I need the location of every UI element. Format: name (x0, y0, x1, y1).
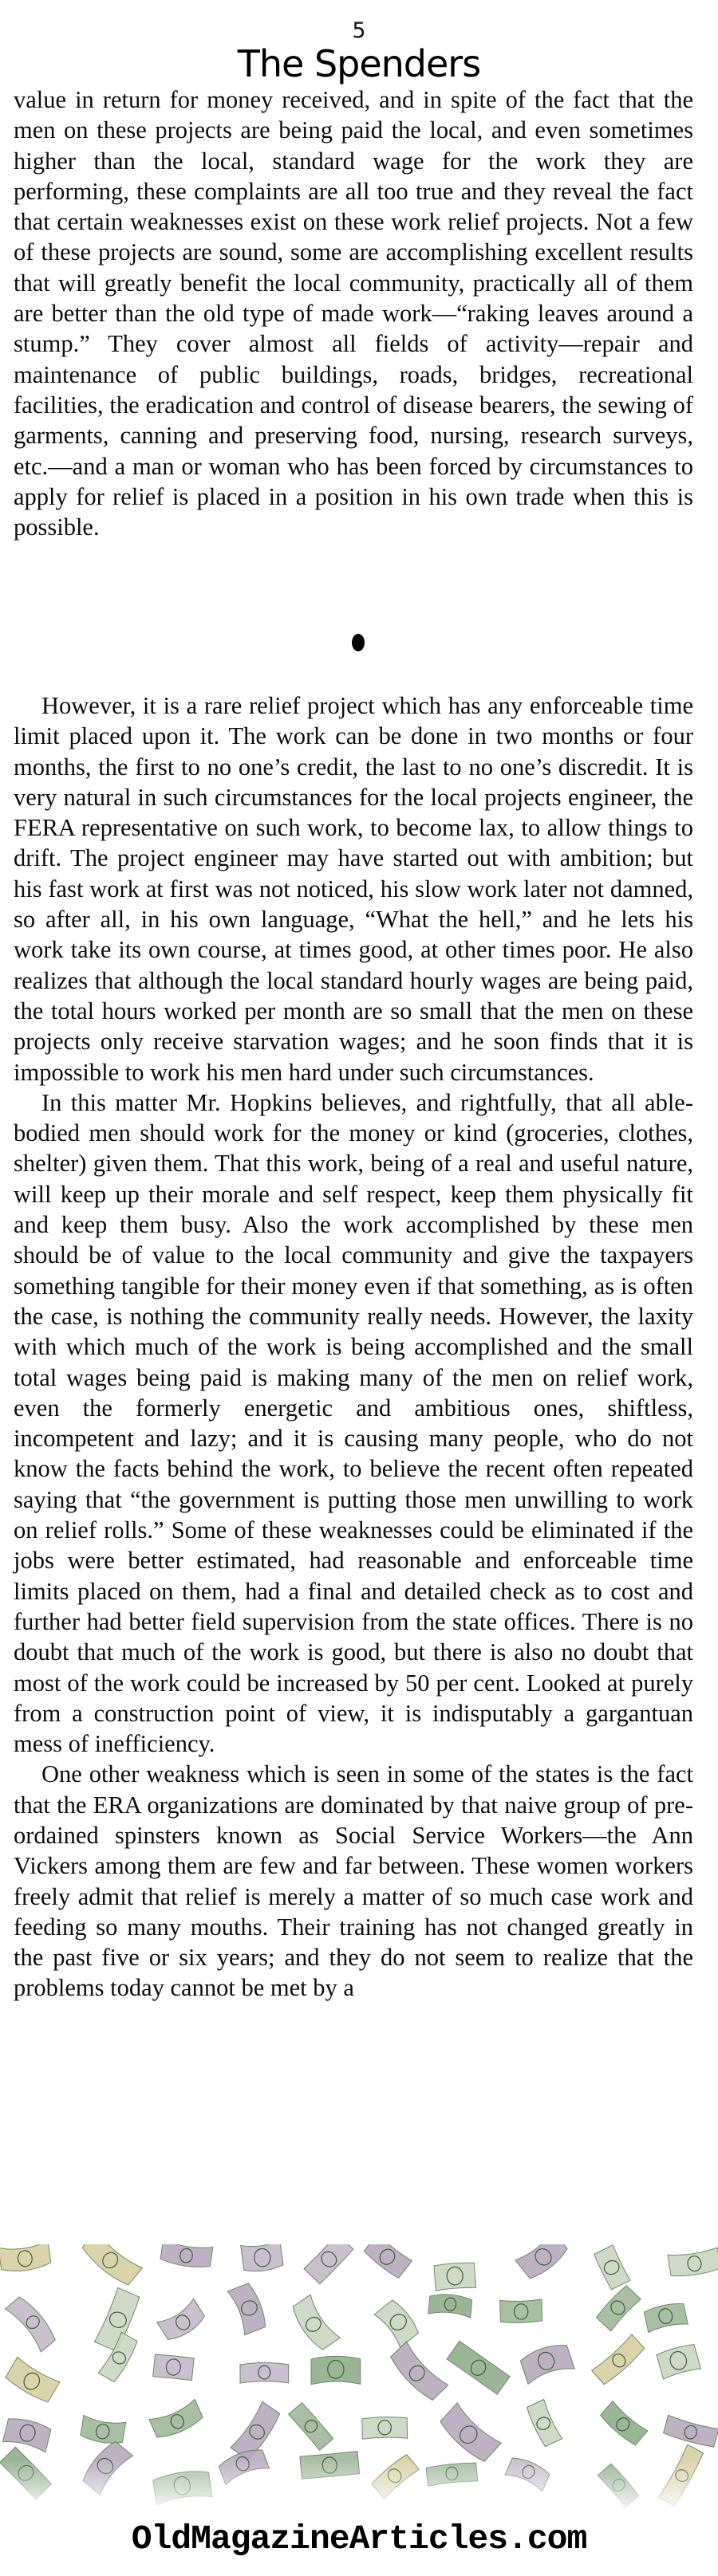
article-body-main (14, 690, 693, 2004)
dollar-bill-icon (153, 2295, 214, 2350)
dollar-bill-icon (283, 2290, 344, 2358)
dollar-bill-icon (74, 2244, 148, 2294)
dollar-bill-icon (639, 2295, 693, 2337)
article-paragraph: value in return for money received, and in spite of the fact that the men on these projects are being paid the local, and even sometimes higher than the local, standard wage for the work they are performing, these complaints are all too true and they reveal the fact that certain weaknesses exist on these work relief projects. Not a few of these projects are sound, some are accomplishing excellent results that will greatly benefit the local community, practically all of them are better than the old type of made work—“raking leaves around a stump.” They cover almost all fields of activity—repair and maintenance of public buildings, roads, bridges, recreational facilities, the eradication and control of disease bearers, the sewing of garments, canning and preserving food, nursing, research surveys, etc.—and a man or woman who has been forced by circumstances to apply for relief is placed in a position in his own trade when this is possible. (14, 86, 693, 541)
article-paragraph: However, it is a rare relief project which has any enforceable time limit placed upon it. The work can be done in two months or four months, the first to no one’s credit, the last to no one’s discredit. It is very natural in such circumstances for the local projects engineer, the FERA representative on such work, to become lax, to allow things to drift. The project engineer may have started out with ambition; but his fast work at first was not noticed, his slow work later not damned, so after all, in his own language, “What the hell,” and he lets his work take its own course, at times good, at other times poor. He also realizes that although the local standard hourly wages are being paid, the total hours worked per month are so small that the men on these projects only receive starvation wages; and he soon finds that it is impossible to work his men hard under such circumstances. (14, 692, 693, 1086)
site-watermark: OldMagazineArticles.com (131, 2519, 587, 2558)
article-paragraph: In this matter Mr. Hopkins believes, and rightfully, that all able-bodied men should work for the money or kind (groceries, clothes, shelter) given them. That this work, being of a real and useful nature, will keep up their morale and self respect, keep them physically fit and keep them busy. Also the work accomplished by these men should be of value to the local community and give the taxpayers something tangible for their money even if that something, as is often the case, is nothing the community really needs. However, the laxity with which much of the work is being accomplished and the small total wages being paid is making many of the men on relief work, even the formerly energetic and ambitious ones, shiftless, incompetent and lazy; and it is causing many people, who do not know the facts behind the work, to believe the recent often repeated saying that “the government is putting those men unwilling to work on relief rolls.” Some of these weaknesses could be eliminated if the jobs were better estimated, had reasonable and enforceable time limits placed on them, had a final and detailed check as to cost and further had better field supervision from the state offices. There is no doubt that much of the work is good, but there is also no doubt that most of the work could be increased by 50 per cent. Looked at purely from a construction point of view, it is indisputably a gargantuan mess of inefficiency. (14, 1088, 693, 1758)
dollar-bill-icon (511, 2244, 576, 2288)
dollar-bill-icon (155, 2244, 217, 2275)
dollar-bill-icon (223, 2276, 274, 2339)
dollar-bill-icon (424, 2287, 477, 2321)
illustration-fade (0, 2460, 718, 2515)
dollar-bill-icon (589, 2279, 647, 2338)
dollar-bill-icon (440, 2334, 516, 2401)
dollar-bill-icon (0, 2244, 56, 2279)
dollar-bill-icon (1, 2288, 65, 2357)
page-number: 5 (352, 18, 366, 43)
dollar-bill-icon (357, 2244, 418, 2286)
dollar-bill-icon (663, 2244, 718, 2283)
dollar-bill-icon (586, 2329, 652, 2393)
dollar-bill-icon (298, 2244, 361, 2291)
dollar-bill-icon (496, 2295, 547, 2329)
dollar-bill-icon (148, 2349, 199, 2387)
dollar-bill-icon (358, 2411, 412, 2444)
dollar-bill-icon (0, 2352, 65, 2411)
dollar-bill-icon (144, 2396, 210, 2447)
page-title: The Spenders (237, 42, 481, 85)
dollar-bill-icon (307, 2351, 365, 2388)
dollar-bill-icon (381, 2338, 452, 2409)
dollar-bill-icon (519, 2393, 568, 2452)
section-divider-bullet-icon (352, 634, 365, 651)
dollar-bill-icon (236, 2358, 293, 2387)
article-paragraph: One other weakness which is seen in some of the states is the fact that the ERA organizations are dominated by that naive group of pre-ordained spinsters known as Social Service Workers—the Ann Vickers among them are few and far between. These women workers freely admit that relief is merely a matter of so much case work and feeding so many mouths. Their training has not changed greatly in the past five or six years; and they do not seem to realize that the problems today cannot be met by a (14, 1760, 693, 2002)
dollar-bill-icon (236, 2244, 288, 2279)
falling-money-illustration (0, 2244, 718, 2515)
dollar-bill-icon (593, 2395, 653, 2453)
dollar-bill-icon (514, 2334, 579, 2386)
dollar-bill-icon (651, 2337, 706, 2385)
article-body-top (14, 85, 693, 542)
